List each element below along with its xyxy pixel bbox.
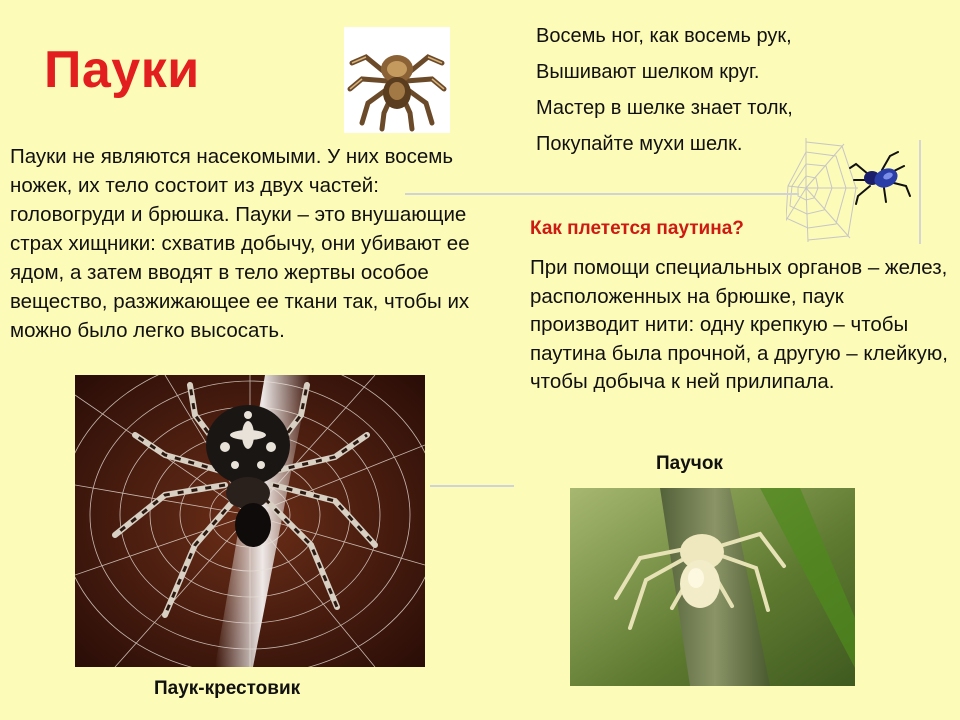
small-spider-caption: Паучок	[656, 453, 723, 474]
divider-line-top	[405, 193, 799, 195]
poem-line-2: Вышивают шелком круг.	[536, 61, 760, 83]
divider-line-middle	[430, 485, 514, 487]
question-answer-paragraph: При помощи специальных органов – желез, расположенных на брюшке, паук производит нити: одну крепкую – чтобы паутина была прочной, а другую – клейкую, чтобы добыча к ней прилипала.	[530, 256, 948, 393]
question-heading: Как плетется паутина?	[530, 218, 744, 239]
slide-title: Пауки	[44, 41, 200, 99]
poem-line-3: Мастер в шелке знает толк,	[536, 97, 793, 119]
spider-web-icon	[786, 130, 936, 250]
small-spider-photo	[570, 488, 855, 686]
cross-spider-caption: Паук-крестовик	[154, 678, 301, 699]
cross-spider-photo	[75, 375, 425, 667]
poem-line-4: Покупайте мухи шелк.	[536, 133, 743, 155]
tarantula-thumbnail-icon	[344, 27, 450, 133]
poem-line-1: Восемь ног, как восемь рук,	[536, 25, 792, 47]
intro-paragraph: Пауки не являются насекомыми. У них восемь ножек, их тело состоит из двух частей: головогруди и брюшка. Пауки – это внушающие страх хищники: схватив добычу, они убивают ее ядом, а затем вводят в тело жертвы особое вещество, разжижающее ее ткани так, чтобы их можно было легко высосать.	[10, 145, 470, 342]
